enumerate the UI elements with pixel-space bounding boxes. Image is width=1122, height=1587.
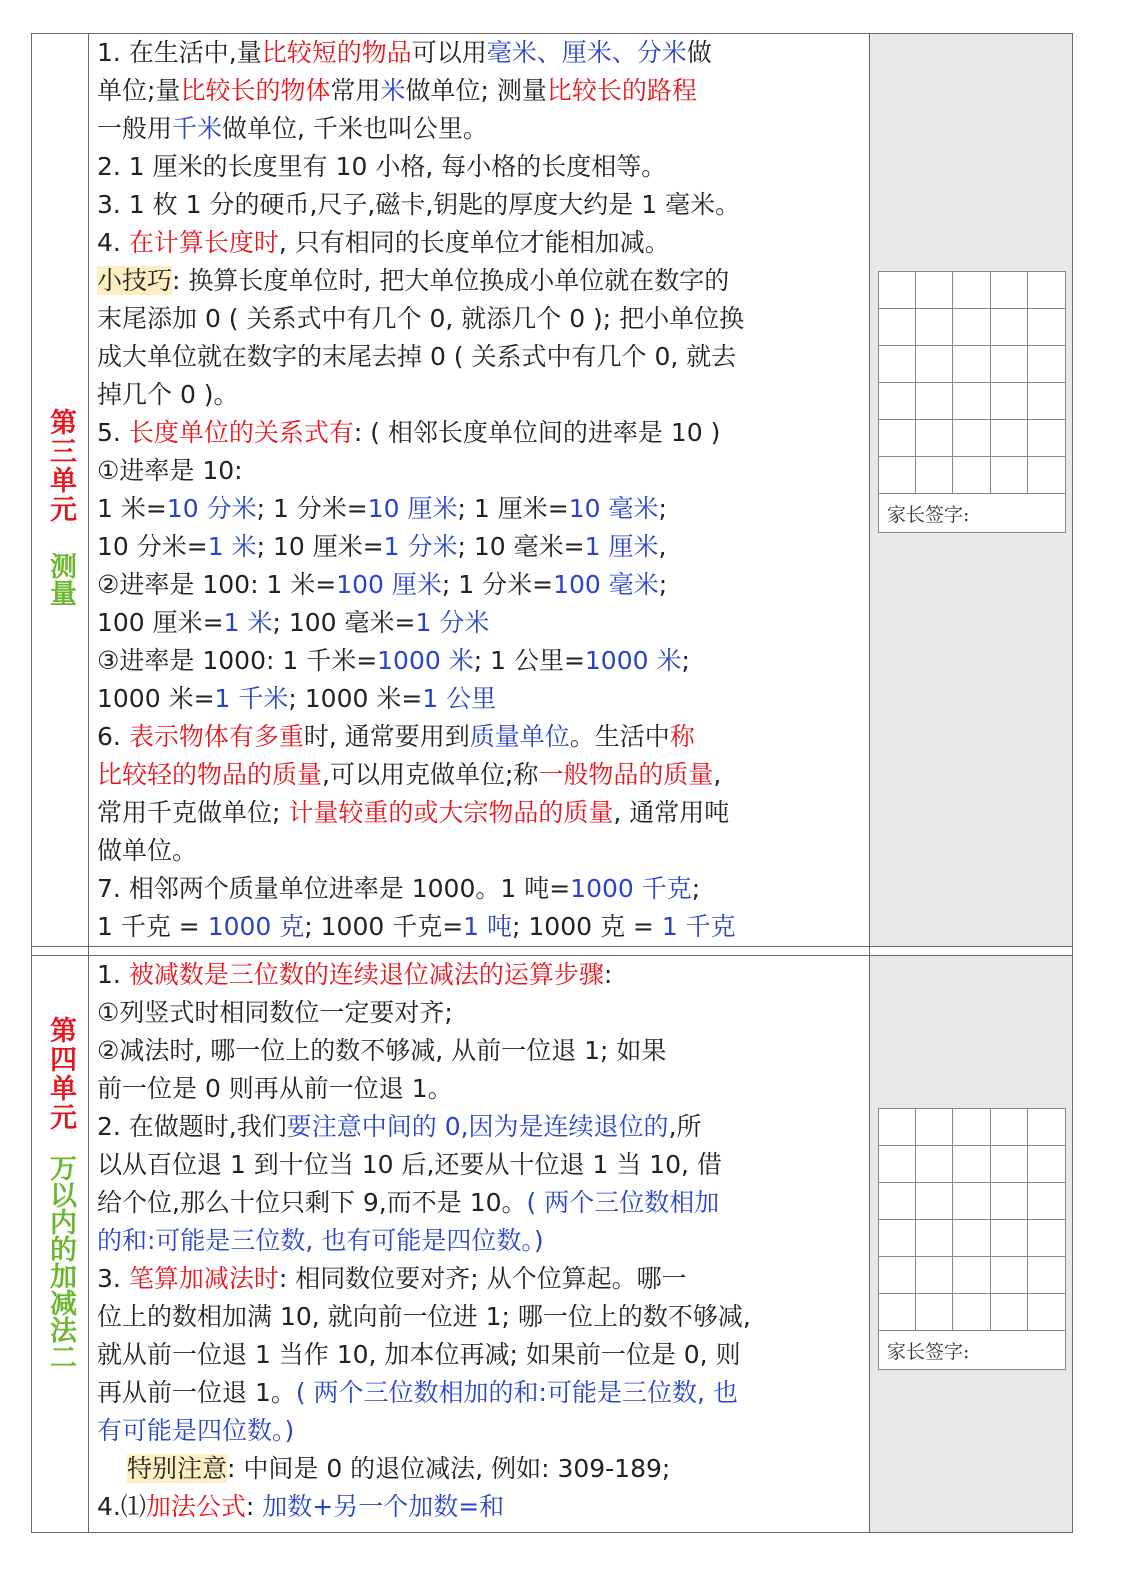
unit3-note-line	[97, 34, 863, 72]
unit4-note-line	[97, 1298, 863, 1336]
note-segment: ,所	[668, 1112, 702, 1141]
note-segment: ( 两个三位数相加的和:可能是三位数, 也	[295, 1378, 738, 1407]
note-segment: 比较轻的物品的质量	[97, 760, 323, 789]
note-segment: : 相同数位要对齐; 从个位算起。哪一	[278, 1264, 687, 1293]
note-segment: ③进率是 1000: 1 千米=	[97, 646, 378, 675]
unit4-heading-cell	[32, 956, 89, 1533]
unit4-signature-cell	[870, 956, 1073, 1533]
note-segment: 5.	[97, 418, 129, 447]
note-segment: 做单位。	[97, 836, 198, 865]
note-segment: 1 吨	[463, 912, 513, 941]
unit4-note-line	[97, 1260, 863, 1298]
unit3-signature-label: 家长签字:	[887, 504, 970, 526]
note-segment: 1000 米	[584, 646, 682, 675]
unit3-note-line	[97, 72, 863, 110]
note-segment: ; 1000 米=	[288, 684, 423, 713]
unit4-note-line	[97, 1146, 863, 1184]
note-segment: 成大单位就在数字的末尾去掉 0 ( 关系式中有几个 0, 就去	[97, 342, 737, 371]
note-segment: 3. 1 枚 1 分的硬币,尺子,磁卡,钥匙的厚度大约是 1 毫米。	[97, 190, 741, 219]
note-segment: 以从百位退 1 到十位当 10 后,还要从十位退 1 当 10, 借	[97, 1150, 722, 1179]
note-segment: 1 分米	[415, 608, 490, 637]
unit4-note-line	[97, 956, 863, 994]
note-segment: 一般物品的质量	[538, 760, 714, 789]
note-segment: 毫米、厘米、分米	[486, 38, 687, 67]
note-segment: 1000 克	[207, 912, 305, 941]
note-segment: ( 两个三位数相加	[526, 1188, 720, 1217]
note-segment: ; 10 厘米=	[256, 532, 384, 561]
note-segment: 做单位; 测量	[405, 76, 547, 105]
note-segment: 6.	[97, 722, 129, 751]
unit3-subtitle: 测量	[45, 552, 76, 606]
unit4-row	[32, 956, 1073, 1533]
unit3-note-line	[97, 566, 863, 604]
unit3-note-line	[97, 262, 863, 300]
unit4-signature-box	[878, 1108, 1066, 1370]
note-segment: 称	[669, 722, 695, 751]
note-segment: ②进率是 100: 1 米=	[97, 570, 337, 599]
note-segment: 比较长的物体	[180, 76, 331, 105]
note-segment: 就从前一位退 1 当作 10, 加本位再减; 如果前一位是 0, 则	[97, 1340, 741, 1369]
unit3-writing-grid[interactable]	[879, 272, 1065, 494]
unit4-note-line	[97, 1184, 863, 1222]
note-segment: ;	[658, 494, 667, 523]
note-segment: : ( 相邻长度单位间的进率是 10 )	[353, 418, 721, 447]
note-segment: ①列竖式时相同数位一定要对齐;	[97, 998, 453, 1027]
note-segment: 1 千米	[214, 684, 289, 713]
note-segment: 1 分米	[383, 532, 458, 561]
unit3-note-line	[97, 528, 863, 566]
note-segment: 100 毫米	[553, 570, 659, 599]
unit3-note-line	[97, 414, 863, 452]
note-segment: 。生活中	[569, 722, 670, 751]
note-segment: :	[245, 1492, 263, 1521]
note-segment: 10 分米=	[97, 532, 208, 561]
unit4-note-line	[97, 994, 863, 1032]
unit3-note-line	[97, 908, 863, 946]
note-segment: 1 千克 =	[97, 912, 208, 941]
note-segment: ; 100 毫米=	[272, 608, 416, 637]
note-segment: 1 千克	[661, 912, 736, 941]
note-segment: 10 分米	[166, 494, 257, 523]
note-segment: 4.⑴	[97, 1492, 146, 1521]
note-segment: 小技巧	[97, 266, 173, 295]
note-segment: 1000 米=	[97, 684, 215, 713]
note-segment: ,可以用克做单位;称	[322, 760, 539, 789]
note-segment: 位上的数相加满 10, 就向前一位进 1; 哪一位上的数不够减,	[97, 1302, 751, 1331]
note-segment: 单位;量	[97, 76, 181, 105]
note-segment: 有可能是四位数。)	[97, 1416, 295, 1445]
unit4-note-line	[97, 1032, 863, 1070]
note-segment: ; 10 毫米=	[457, 532, 585, 561]
note-segment: 末尾添加 0 ( 关系式中有几个 0, 就添几个 0 ); 把小单位换	[97, 304, 745, 333]
unit3-note-line	[97, 376, 863, 414]
unit4-note-line	[97, 1450, 863, 1488]
note-segment: ; 1000 克 =	[512, 912, 662, 941]
note-segment: ; 1 公里=	[473, 646, 585, 675]
note-segment: 计量较重的或大宗物品的质量	[288, 798, 614, 827]
note-segment: ①进率是 10:	[97, 456, 243, 485]
note-segment: 2. 在做题时,我们	[97, 1112, 287, 1141]
unit3-note-line	[97, 680, 863, 718]
note-segment: 前一位是 0 则再从前一位退 1。	[97, 1074, 453, 1103]
unit3-note-line	[97, 832, 863, 870]
unit4-note-line	[97, 1222, 863, 1260]
unit3-note-line	[97, 224, 863, 262]
note-segment: ;	[658, 570, 668, 599]
unit3-note-line	[97, 756, 863, 794]
note-segment: ;	[691, 874, 701, 903]
unit3-note-line	[97, 490, 863, 528]
unit4-note-line	[97, 1070, 863, 1108]
note-segment: , 通常用吨	[613, 798, 730, 827]
note-segment: , 只有相同的长度单位才能相加减。	[278, 228, 670, 257]
note-segment: 千米	[172, 114, 223, 143]
note-segment: ; 1000 千克=	[304, 912, 464, 941]
unit4-note-line	[97, 1412, 863, 1450]
unit3-note-line	[97, 718, 863, 756]
note-segment: 米	[380, 76, 406, 105]
note-segment: ,	[658, 532, 667, 561]
note-segment: : 中间是 0 的退位减法, 例如: 309-189;	[227, 1454, 671, 1483]
note-segment: 2. 1 厘米的长度里有 10 小格, 每小格的长度相等。	[97, 152, 667, 181]
note-segment: 做	[686, 38, 712, 67]
unit3-note-line	[97, 794, 863, 832]
unit3-note-line	[97, 642, 863, 680]
note-segment: 比较短的物品	[261, 38, 412, 67]
unit4-signature-label: 家长签字:	[887, 1341, 970, 1363]
unit3-heading-cell	[32, 34, 89, 947]
note-segment: 1 厘米	[584, 532, 659, 561]
note-segment: 被减数是三位数的连续退位减法的运算步骤	[128, 960, 604, 989]
note-segment: ; 1 分米=	[256, 494, 368, 523]
note-segment: 100 厘米	[336, 570, 442, 599]
note-segment: 常用千克做单位;	[97, 798, 289, 827]
note-segment: 在计算长度时	[128, 228, 279, 257]
note-segment: 1 公里	[422, 684, 497, 713]
unit3-note-line	[97, 110, 863, 148]
note-segment: 常用	[330, 76, 381, 105]
unit3-note-line	[97, 300, 863, 338]
unit4-subtitle: 万以内的加减法二	[45, 1154, 76, 1370]
note-segment: 10 毫米	[568, 494, 659, 523]
note-segment: ; 1 厘米=	[457, 494, 569, 523]
unit3-signature-box	[878, 271, 1066, 533]
note-segment: 要注意中间的 0,因为是连续退位的	[286, 1112, 669, 1141]
note-segment: 100 厘米=	[97, 608, 224, 637]
note-segment: 给个位,那么十位只剩下 9,而不是 10。	[97, 1188, 527, 1217]
unit3-title: 第三单元	[45, 408, 76, 524]
note-segment: 1 米	[223, 608, 273, 637]
note-segment: 比较长的路程	[546, 76, 697, 105]
note-segment: ②减法时, 哪一位上的数不够减, 从前一位退 1; 如果	[97, 1036, 667, 1065]
note-segment: 1000 千克	[570, 874, 692, 903]
unit4-title: 第四单元	[45, 1016, 76, 1132]
unit4-notes	[89, 956, 869, 1526]
note-segment: 加法公式	[145, 1492, 246, 1521]
note-segment: 长度单位的关系式有	[128, 418, 354, 447]
unit3-row	[32, 34, 1073, 947]
unit4-note-line	[97, 1108, 863, 1146]
note-segment: 1 米	[207, 532, 257, 561]
unit3-note-line	[97, 148, 863, 186]
note-segment: 表示物体有多重	[128, 722, 304, 751]
note-segment: 4.	[97, 228, 129, 257]
note-segment: 一般用	[97, 114, 173, 143]
study-notes-table	[31, 33, 1071, 1533]
unit3-note-line	[97, 338, 863, 376]
note-segment: 笔算加减法时	[128, 1264, 279, 1293]
note-segment: : 换算长度单位时, 把大单位换成小单位就在数字的	[172, 266, 730, 295]
note-segment: 时, 通常要用到	[303, 722, 470, 751]
note-segment: 1 米=	[97, 494, 167, 523]
note-segment: ;	[681, 646, 690, 675]
note-segment: 再从前一位退 1。	[97, 1378, 296, 1407]
unit4-writing-grid[interactable]	[879, 1109, 1065, 1331]
unit4-content-cell	[89, 956, 870, 1533]
note-segment: 加数+另一个加数=和	[262, 1492, 505, 1521]
note-segment: 掉几个 0 )。	[97, 380, 239, 409]
note-segment: 可以用	[411, 38, 487, 67]
unit3-note-line	[97, 604, 863, 642]
note-segment: 7. 相邻两个质量单位进率是 1000。1 吨=	[97, 874, 571, 903]
note-segment: ; 1 分米=	[441, 570, 554, 599]
note-segment: :	[603, 960, 613, 989]
note-segment: 做单位, 千米也叫公里。	[222, 114, 488, 143]
note-segment: 1000 米	[377, 646, 474, 675]
unit4-note-line	[97, 1488, 863, 1526]
unit3-note-line	[97, 186, 863, 224]
unit3-note-line	[97, 870, 863, 908]
unit3-notes	[89, 34, 869, 946]
note-segment: 10 厘米	[367, 494, 458, 523]
note-segment: 的和:可能是三位数, 也有可能是四位数。)	[97, 1226, 544, 1255]
note-segment: 质量单位	[469, 722, 570, 751]
note-segment: 3.	[97, 1264, 129, 1293]
row-separator	[32, 947, 1073, 956]
unit4-note-line	[97, 1374, 863, 1412]
unit4-note-line	[97, 1336, 863, 1374]
note-segment: 特别注意	[127, 1454, 228, 1483]
unit3-note-line	[97, 452, 863, 490]
note-segment: 1. 在生活中,量	[97, 38, 262, 67]
note-segment: 1.	[97, 960, 129, 989]
note-segment: ,	[713, 760, 722, 789]
unit3-signature-cell	[870, 34, 1073, 947]
notes-grid	[31, 33, 1073, 1533]
unit3-content-cell	[89, 34, 870, 947]
